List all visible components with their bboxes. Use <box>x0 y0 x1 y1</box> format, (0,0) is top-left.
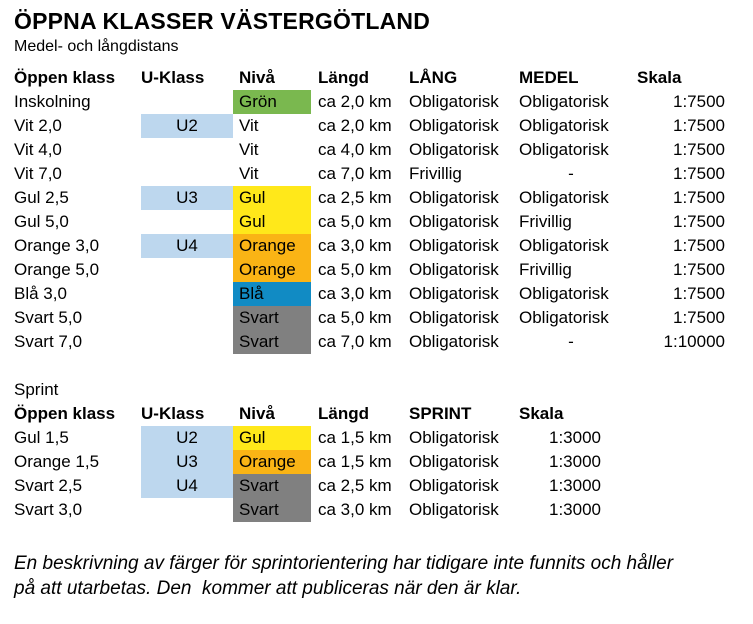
cell-uklass: U2 <box>141 426 233 450</box>
cell-lang: Obligatorisk <box>409 284 499 303</box>
cell-skala: 1:7500 <box>673 236 725 255</box>
cell-langd: ca 3,0 km <box>318 284 392 303</box>
cell-niva: Vit <box>239 116 259 135</box>
cell-klass: Svart 3,0 <box>14 500 83 519</box>
cell-klass: Vit 2,0 <box>14 116 62 135</box>
cell-medel: Frivillig <box>519 212 572 231</box>
col-header-oppen-klass: Öppen klass <box>14 404 116 423</box>
cell-lang: Obligatorisk <box>409 332 499 351</box>
cell-uklass <box>141 330 233 354</box>
cell-uklass <box>141 258 233 282</box>
col-header-lang: LÅNG <box>409 68 458 87</box>
sprint-section-label: Sprint <box>14 380 59 399</box>
cell-medel: - <box>568 332 574 351</box>
col-header-sprint: SPRINT <box>409 404 472 423</box>
cell-klass: Vit 7,0 <box>14 164 62 183</box>
cell-lang: Obligatorisk <box>409 188 499 207</box>
cell-niva: Blå <box>233 282 311 306</box>
cell-uklass <box>141 282 233 306</box>
cell-medel: Obligatorisk <box>519 92 609 111</box>
cell-langd: ca 1,5 km <box>318 428 392 447</box>
cell-uklass <box>141 306 233 330</box>
cell-klass: Gul 1,5 <box>14 428 69 447</box>
cell-skala: 1:3000 <box>549 428 601 447</box>
cell-klass: Svart 7,0 <box>14 332 83 351</box>
col-header-langd: Längd <box>318 68 369 87</box>
cell-niva: Vit <box>239 164 259 183</box>
cell-skala: 1:10000 <box>663 332 725 351</box>
cell-langd: ca 4,0 km <box>318 140 392 159</box>
cell-uklass: U2 <box>141 114 233 138</box>
cell-langd: ca 5,0 km <box>318 260 392 279</box>
cell-niva: Gul <box>233 186 311 210</box>
cell-uklass: U4 <box>141 474 233 498</box>
cell-langd: ca 2,0 km <box>318 92 392 111</box>
col-header-u-klass: U-Klass <box>141 404 205 423</box>
cell-medel: Obligatorisk <box>519 284 609 303</box>
cell-medel: Obligatorisk <box>519 236 609 255</box>
cell-klass: Gul 5,0 <box>14 212 69 231</box>
cell-medel: Obligatorisk <box>519 308 609 327</box>
page-subtitle: Medel- och långdistans <box>14 38 179 55</box>
cell-niva: Grön <box>233 90 311 114</box>
cell-skala: 1:7500 <box>673 188 725 207</box>
col-header-niva: Nivå <box>239 68 275 87</box>
cell-lang: Obligatorisk <box>409 92 499 111</box>
cell-niva: Orange <box>233 234 311 258</box>
cell-lang: Obligatorisk <box>409 140 499 159</box>
cell-niva: Gul <box>233 426 311 450</box>
cell-uklass: U3 <box>141 450 233 474</box>
cell-niva: Svart <box>233 498 311 522</box>
cell-lang: Obligatorisk <box>409 212 499 231</box>
cell-niva: Svart <box>233 474 311 498</box>
col-header-oppen-klass: Öppen klass <box>14 68 116 87</box>
cell-niva: Svart <box>233 306 311 330</box>
cell-niva: Orange <box>233 450 311 474</box>
cell-langd: ca 3,0 km <box>318 236 392 255</box>
cell-langd: ca 2,0 km <box>318 116 392 135</box>
cell-skala: 1:7500 <box>673 92 725 111</box>
cell-klass: Vit 4,0 <box>14 140 62 159</box>
cell-langd: ca 3,0 km <box>318 500 392 519</box>
footer-note <box>14 551 673 601</box>
cell-skala: 1:7500 <box>673 308 725 327</box>
cell-medel: Obligatorisk <box>519 116 609 135</box>
cell-lang: Obligatorisk <box>409 236 499 255</box>
cell-uklass: U4 <box>141 234 233 258</box>
cell-sprint: Obligatorisk <box>409 452 499 471</box>
cell-lang: Frivillig <box>409 164 462 183</box>
cell-skala: 1:7500 <box>673 284 725 303</box>
col-header-niva: Nivå <box>239 404 275 423</box>
cell-langd: ca 5,0 km <box>318 308 392 327</box>
cell-uklass <box>141 138 233 162</box>
cell-skala: 1:7500 <box>673 212 725 231</box>
cell-skala: 1:3000 <box>549 500 601 519</box>
cell-langd: ca 2,5 km <box>318 188 392 207</box>
cell-medel: Obligatorisk <box>519 188 609 207</box>
cell-skala: 1:7500 <box>673 116 725 135</box>
cell-klass: Inskolning <box>14 92 91 111</box>
cell-klass: Orange 1,5 <box>14 452 100 471</box>
cell-uklass <box>141 162 233 186</box>
cell-skala: 1:3000 <box>549 476 601 495</box>
cell-sprint: Obligatorisk <box>409 500 499 519</box>
sprint-table <box>14 402 603 522</box>
cell-klass: Gul 2,5 <box>14 188 69 207</box>
cell-uklass: U3 <box>141 186 233 210</box>
page-title: ÖPPNA KLASSER VÄSTERGÖTLAND <box>14 8 431 34</box>
cell-niva: Orange <box>233 258 311 282</box>
col-header-u-klass: U-Klass <box>141 68 205 87</box>
cell-klass: Blå 3,0 <box>14 284 67 303</box>
cell-niva: Gul <box>233 210 311 234</box>
cell-uklass <box>141 498 233 522</box>
cell-skala: 1:7500 <box>673 140 725 159</box>
cell-lang: Obligatorisk <box>409 260 499 279</box>
cell-niva: Vit <box>239 140 259 159</box>
cell-langd: ca 7,0 km <box>318 164 392 183</box>
cell-sprint: Obligatorisk <box>409 476 499 495</box>
cell-klass: Orange 5,0 <box>14 260 100 279</box>
cell-langd: ca 1,5 km <box>318 452 392 471</box>
main-distance-table <box>14 66 727 354</box>
cell-niva: Svart <box>233 330 311 354</box>
cell-uklass <box>141 210 233 234</box>
cell-langd: ca 5,0 km <box>318 212 392 231</box>
cell-medel: Obligatorisk <box>519 140 609 159</box>
col-header-medel: MEDEL <box>519 68 579 87</box>
cell-langd: ca 2,5 km <box>318 476 392 495</box>
col-header-skala: Skala <box>637 68 682 87</box>
cell-klass: Svart 2,5 <box>14 476 83 495</box>
cell-sprint: Obligatorisk <box>409 428 499 447</box>
cell-medel: Frivillig <box>519 260 572 279</box>
cell-skala: 1:3000 <box>549 452 601 471</box>
cell-klass: Svart 5,0 <box>14 308 83 327</box>
footer-note-line-1: En beskrivning av färger för sprintorientering har tidigare inte funnits och håller <box>14 553 674 574</box>
col-header-langd: Längd <box>318 404 369 423</box>
cell-langd: ca 7,0 km <box>318 332 392 351</box>
cell-lang: Obligatorisk <box>409 116 499 135</box>
footer-note-line-2: på att utarbetas. Den kommer att publiceras när den är klar. <box>14 578 522 599</box>
cell-skala: 1:7500 <box>673 260 725 279</box>
cell-medel: - <box>568 164 574 183</box>
cell-lang: Obligatorisk <box>409 308 499 327</box>
cell-klass: Orange 3,0 <box>14 236 100 255</box>
cell-skala: 1:7500 <box>673 164 725 183</box>
col-header-skala: Skala <box>519 404 564 423</box>
cell-uklass <box>141 90 233 114</box>
